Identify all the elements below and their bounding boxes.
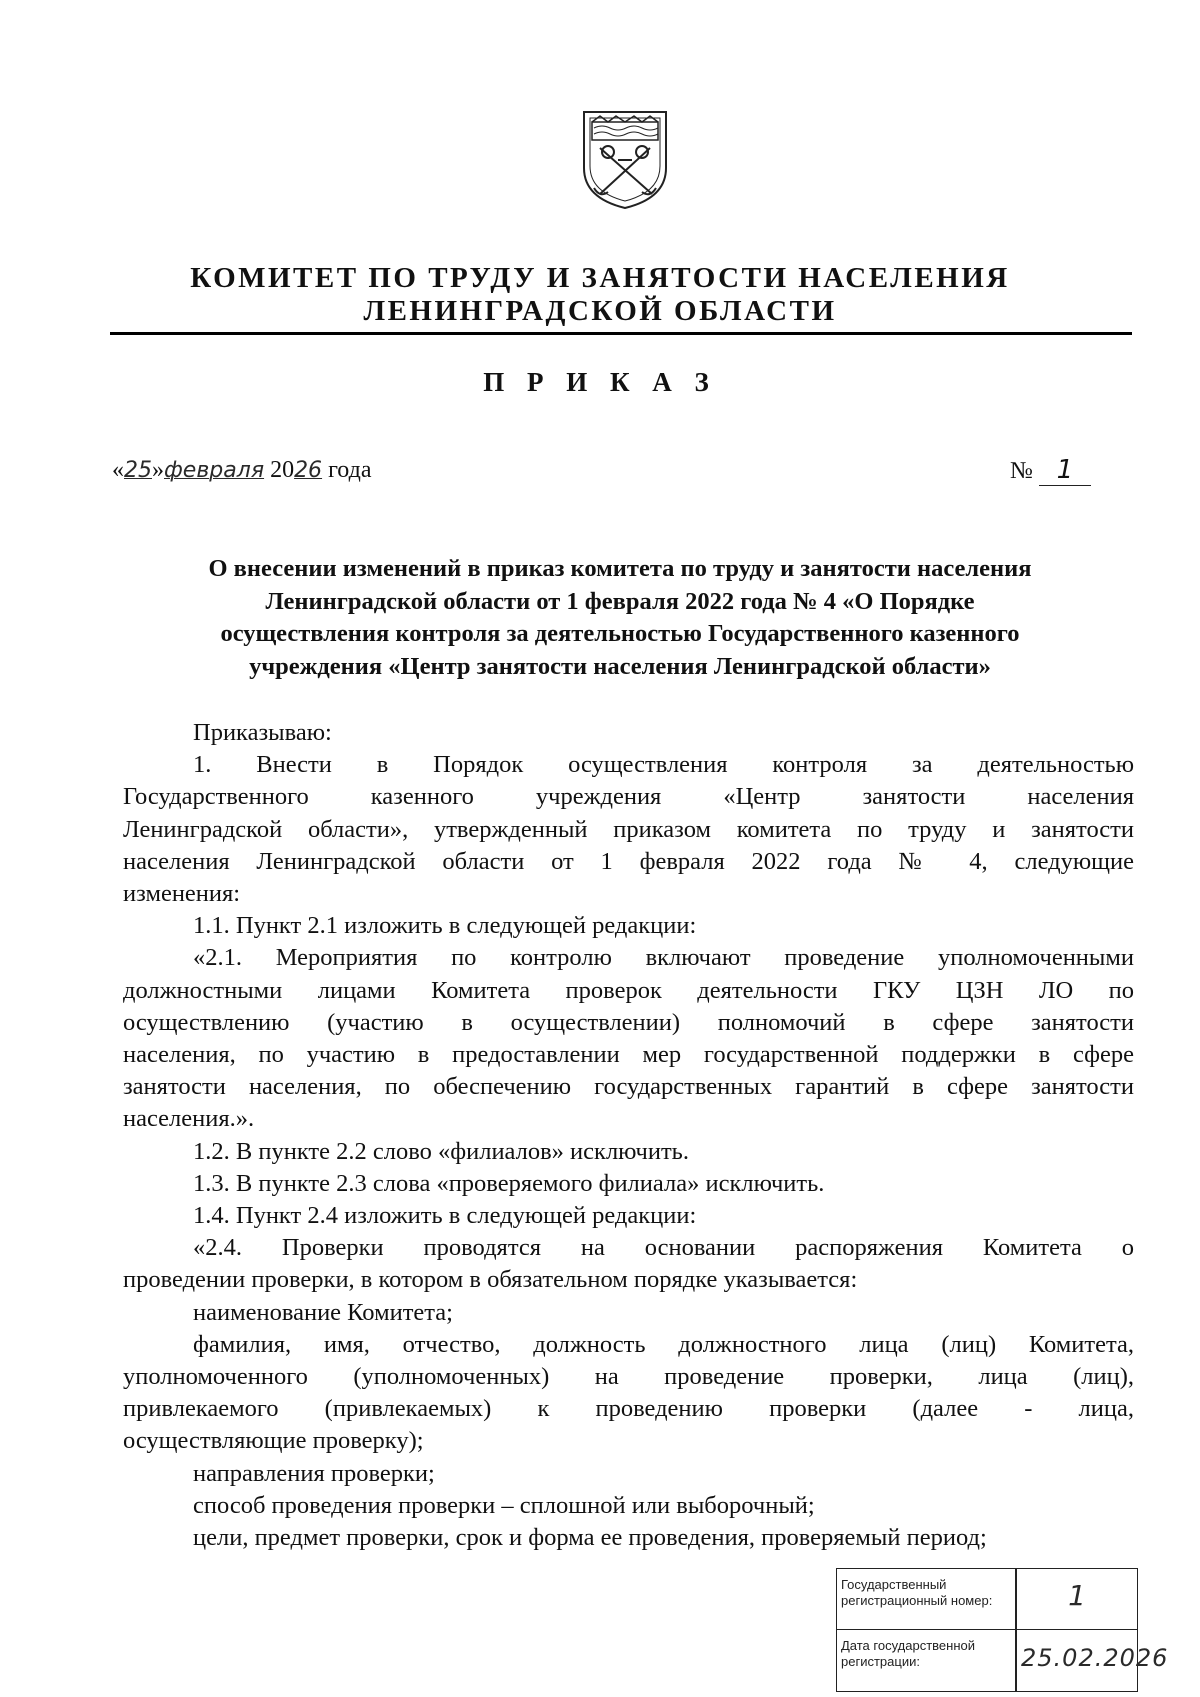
header-divider [110,332,1132,335]
committee-region: ЛЕНИНГРАДСКОЙ ОБЛАСТИ [363,295,837,327]
body-line: «2.4. Проверки проводятся на основании распоряжения Комитета о [193,1234,1134,1262]
order-subject [120,553,1120,683]
subject-line: осуществления контроля за деятельностью Государственного казенного [220,620,1020,647]
coat-of-arms-icon [578,108,672,212]
order-date [112,457,371,484]
body-line: населения.». [123,1105,255,1133]
body-line: занятости населения, по обеспечению государственных гарантий в сфере занятости [123,1073,1134,1101]
reg-number-label: Государственный регистрационный номер: [841,1577,993,1608]
body-line: 1.1. Пункт 2.1 изложить в следующей редакции: [193,912,697,940]
registration-stamp [836,1568,1169,1692]
body-line: 1.3. В пункте 2.3 слова «проверяемого филиала» исключить. [193,1169,825,1197]
body-line: должностными лицами Комитета проверок деятельности ГКУ ЦЗН ЛО по [123,976,1134,1004]
order-number-label: № [1010,458,1033,484]
reg-number-value: 1 [1068,1579,1086,1612]
body-line: Государственного казенного учреждения «Центр занятости населения [123,783,1134,811]
body-line: 1.2. В пункте 2.2 слово «филиалов» исключить. [193,1137,689,1165]
stamp-row-number [837,1569,1137,1630]
body-line: привлекаемого (привлекаемых) к проведению проверки (далее - лица, [123,1395,1134,1423]
order-body [123,717,1134,1554]
order-number-value: 1 [1039,455,1091,486]
body-line: Ленинградской области», утвержденный приказом комитета по труду и занятости [123,815,1134,843]
order-number [1010,455,1091,486]
date-month: февраля [164,458,265,483]
date-year-word: года [328,457,372,483]
body-line: «2.1. Мероприятия по контролю включают проведение уполномоченными [193,944,1134,972]
date-year-suffix: 26 [294,458,323,483]
body-line: наименование Комитета; [193,1298,453,1326]
date-day: 25 [124,458,152,483]
committee-name: КОМИТЕТ ПО ТРУДУ И ЗАНЯТОСТИ НАСЕЛЕНИЯ [190,262,1010,294]
reg-date-value: 25.02.2026 [1021,1644,1169,1672]
date-close-quote: » [152,457,164,483]
subject-line: О внесении изменений в приказ комитета по труду и занятости населения [208,555,1032,582]
body-line: осуществляющие проверку); [123,1427,424,1455]
subject-line: Ленинградской области от 1 февраля 2022 года № 4 «О Порядке [265,587,975,615]
date-year-prefix: 20 [270,457,295,483]
body-line: уполномоченного (уполномоченных) на проведение проверки, лица (лиц), [123,1363,1134,1391]
body-line: направления проверки; [193,1459,435,1487]
stamp-row-date [837,1630,1169,1690]
body-line: проведении проверки, в котором в обязательном порядке указывается: [123,1266,858,1294]
subject-line: учреждения «Центр занятости населения Ленинградской области» [249,652,991,680]
body-line: цели, предмет проверки, срок и форма ее проведения, проверяемый период; [193,1524,987,1552]
body-line: осуществлению (участию в осуществлении) полномочий в сфере занятости [123,1008,1134,1036]
body-line: 1.4. Пункт 2.4 изложить в следующей редакции: [193,1202,697,1230]
date-open-quote: « [112,457,124,483]
body-line: населения, по участию в предоставлении мер государственной поддержки в сфере [123,1041,1134,1069]
body-line: 1. Внести в Порядок осуществления контроля за деятельностью [193,751,1134,779]
body-line: способ проведения проверки – сплошной или выборочный; [193,1491,815,1519]
body-line: Приказываю: [193,719,332,746]
body-line: изменения: [123,880,241,908]
reg-date-label: Дата государственной регистрации: [841,1638,975,1669]
body-line: фамилия, имя, отчество, должность должностного лица (лиц) Комитета, [193,1330,1134,1358]
body-line: населения Ленинградской области от 1 февраля 2022 года № 4, следующие [123,847,1134,875]
order-title: П Р И К А З [483,367,717,397]
